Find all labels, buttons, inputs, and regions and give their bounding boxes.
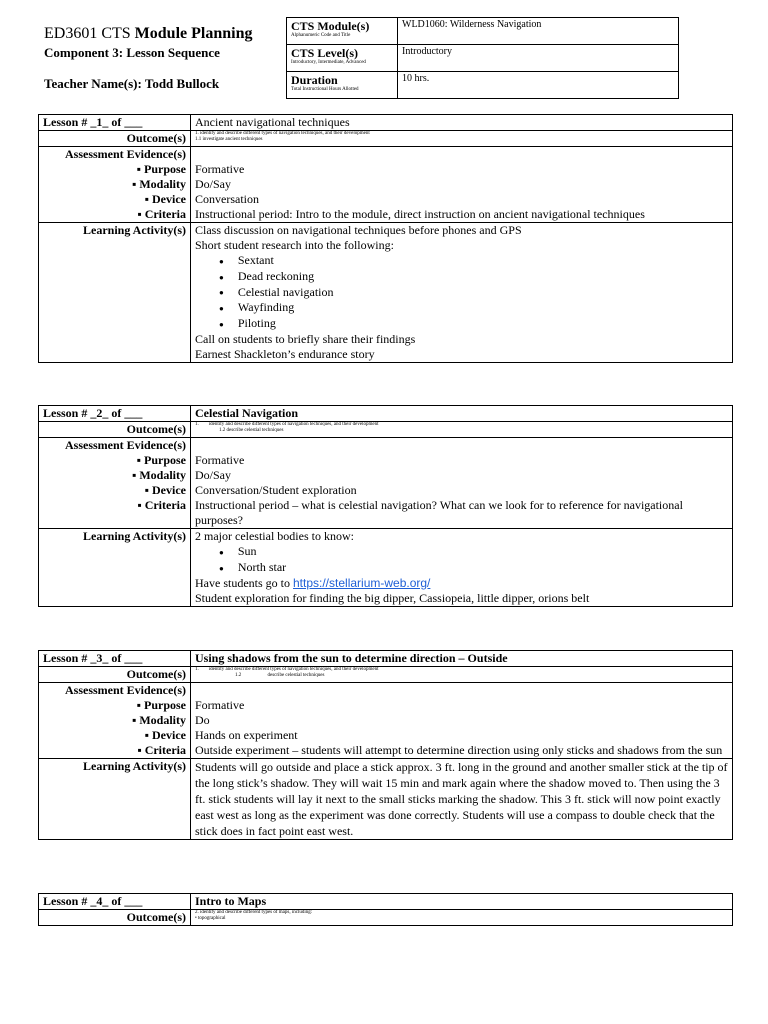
lesson-table-3 (38, 650, 733, 840)
outcomes-label: Outcome(s) (39, 422, 191, 438)
list-item: ● Sun (195, 544, 728, 560)
meta-sublabel: Introductory, Intermediate, Advanced (291, 60, 366, 65)
purpose-value: Formative (195, 453, 245, 467)
purpose-label: ▪ Purpose (136, 453, 186, 467)
outcomes-row (39, 131, 733, 147)
stellarium-link[interactable]: https://stellarium-web.org/ (293, 575, 431, 590)
modality-label: ▪ Modality (132, 468, 186, 482)
purpose-label: ▪ Purpose (136, 162, 186, 176)
purpose-value: Formative (195, 698, 245, 712)
modality-label: ▪ Modality (132, 713, 186, 727)
activity-bullet-list (195, 544, 728, 576)
meta-value: WLD1060: Wilderness Navigation (398, 18, 679, 45)
meta-value: 10 hrs. (398, 72, 679, 99)
activity-line: Earnest Shackleton’s endurance story (195, 346, 375, 361)
modality-label: ▪ Modality (132, 177, 186, 191)
component-label: Component 3: Lesson Sequence (44, 45, 220, 60)
activity-line: Call on students to briefly share their findings (195, 331, 416, 346)
outcome-line: 1. identify and describe different types of navigation techniques, and their development (195, 131, 370, 136)
criteria-label: ▪ Criteria (137, 743, 186, 757)
purpose-label: ▪ Purpose (136, 698, 186, 712)
learning-label: Learning Activity(s) (39, 223, 191, 363)
outcome-line: 1.1 investigate ancient techniques (195, 137, 263, 142)
meta-label: Duration (291, 73, 338, 87)
meta-sublabel: Alphanumeric Code and Title (291, 33, 351, 38)
learning-label: Learning Activity(s) (39, 759, 191, 840)
meta-row-duration (287, 72, 679, 99)
assessment-row (39, 683, 733, 759)
activity-line (195, 576, 728, 591)
header-block (44, 24, 252, 62)
activity-bullet-list (195, 253, 728, 332)
meta-label: CTS Level(s) (291, 46, 358, 60)
lesson-table-4 (38, 893, 733, 926)
module-meta-table (286, 17, 679, 99)
lesson-table-2 (38, 405, 733, 607)
outcomes-label: Outcome(s) (39, 131, 191, 147)
device-value: Conversation (195, 192, 259, 206)
list-item: ● Dead reckoning (195, 269, 728, 285)
list-item: ● Celestial navigation (195, 285, 728, 301)
lesson-title: Using shadows from the sun to determine direction – Outside (191, 651, 733, 667)
lesson-number: Lesson # _1_ of ___ (39, 115, 191, 131)
learning-row (39, 223, 733, 363)
device-value: Conversation/Student exploration (195, 483, 357, 497)
outcome-line: • topographical (195, 916, 226, 921)
lesson-number: Lesson # _2_ of ___ (39, 406, 191, 422)
learning-row (39, 529, 733, 607)
learning-row (39, 759, 733, 840)
lesson-number: Lesson # _4_ of ___ (39, 894, 191, 910)
outcomes-row (39, 910, 733, 926)
device-label: ▪ Device (144, 192, 186, 206)
modality-value: Do/Say (195, 468, 231, 482)
device-label: ▪ Device (144, 483, 186, 497)
outcomes-row (39, 422, 733, 438)
outcomes-row (39, 667, 733, 683)
activity-line: Class discussion on navigational techniques before phones and GPS (195, 223, 522, 237)
lesson-title: Celestial Navigation (191, 406, 733, 422)
assessment-row (39, 438, 733, 529)
modality-value: Do (195, 713, 210, 727)
activity-line: Short student research into the following: (195, 238, 394, 252)
activity-line: Student exploration for finding the big dipper, Cassiopeia, little dipper, orions belt (195, 590, 590, 605)
outcome-line: 1. identify and describe different types of navigation techniques, and their development (195, 422, 379, 427)
assessment-label: Assessment Evidence(s) (65, 683, 186, 697)
device-label: ▪ Device (144, 728, 186, 742)
meta-value: Introductory (398, 45, 679, 72)
modality-value: Do/Say (195, 177, 231, 191)
criteria-value: Outside experiment – students will attempt to determine direction using only sticks and shadows from the sun (195, 743, 723, 757)
teacher-name: Teacher Name(s): Todd Bullock (44, 76, 220, 91)
outcome-line: 1.2 describe celestial techniques (219, 428, 284, 433)
criteria-value: Instructional period: Intro to the module, direct instruction on ancient navigational techniques (195, 207, 645, 221)
lesson-header-row (39, 894, 733, 910)
list-item: ● Sextant (195, 253, 728, 269)
activity-text: Students will go outside and place a stick approx. 3 ft. long in the ground and another smaller stick at the tip of the long stick’s shadow. They will wait 15 min and mark again where the shadow moved to. Then using the 3 ft. stick students will lay it next to the small sticks marking the shadow. This 3 ft. stick will now point exactly east west as long as the experiment was done correctly. Students will use a compass to double check that the stick does in fact point east west. (191, 759, 733, 840)
outcomes-label: Outcome(s) (39, 667, 191, 683)
lesson-header-row (39, 406, 733, 422)
meta-label: CTS Module(s) (291, 19, 370, 33)
lesson-number: Lesson # _3_ of ___ (39, 651, 191, 667)
outcomes-label: Outcome(s) (39, 910, 191, 926)
list-item: ● North star (195, 560, 728, 576)
device-value: Hands on experiment (195, 728, 298, 742)
outcome-line: 1.2 describe celestial techniques (235, 673, 325, 678)
lesson-title: Ancient navigational techniques (191, 115, 733, 131)
criteria-label: ▪ Criteria (137, 498, 186, 512)
link-prefix: Have students go to (195, 575, 293, 590)
criteria-value: Instructional period – what is celestial navigation? What can we look for to reference for navigational purposes? (195, 498, 683, 527)
meta-row-module (287, 18, 679, 45)
activity-line: 2 major celestial bodies to know: (195, 529, 354, 543)
purpose-value: Formative (195, 162, 245, 176)
list-item: ● Piloting (195, 316, 728, 332)
meta-sublabel: Total Instructional Hours Allotted (291, 87, 359, 92)
criteria-label: ▪ Criteria (137, 207, 186, 221)
assessment-row (39, 147, 733, 223)
lesson-header-row (39, 651, 733, 667)
meta-row-level (287, 45, 679, 72)
learning-label: Learning Activity(s) (39, 529, 191, 607)
assessment-label: Assessment Evidence(s) (65, 147, 186, 161)
document-title: ED3601 CTS Module Planning (44, 25, 253, 42)
list-item: ● Wayfinding (195, 300, 728, 316)
outcome-line: 2. identify and describe different types of maps, including: (195, 910, 313, 915)
lesson-header-row (39, 115, 733, 131)
lesson-table-1 (38, 114, 733, 363)
outcome-line: 1. identify and describe different types of navigation techniques, and their development (195, 667, 379, 672)
assessment-label: Assessment Evidence(s) (65, 438, 186, 452)
lesson-title: Intro to Maps (191, 894, 733, 910)
